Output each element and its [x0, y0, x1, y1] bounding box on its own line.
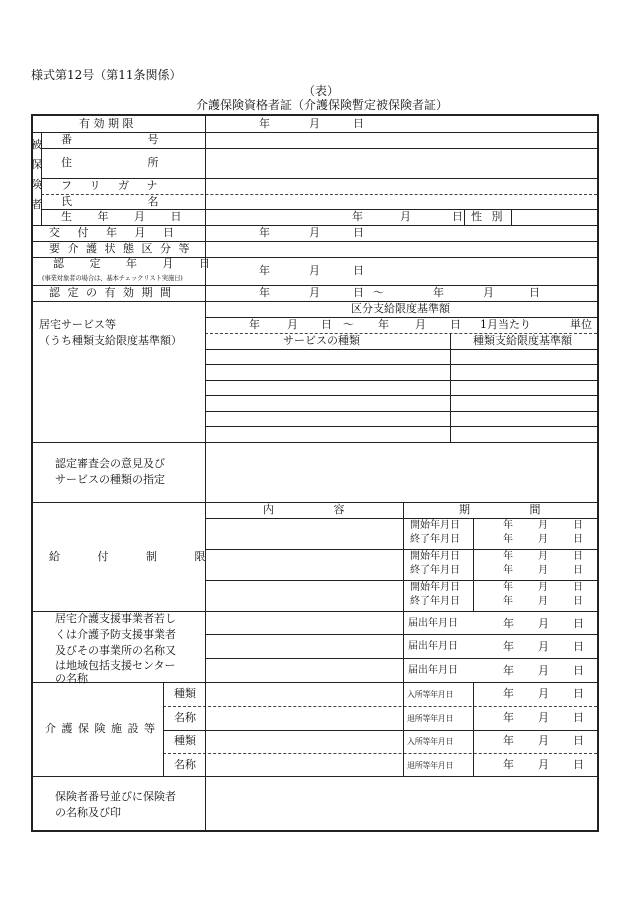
todokede-3: 届出年月日 [408, 665, 458, 676]
label-shurui-shikyu: 種類支給限度基準額 [473, 334, 572, 347]
date-y-2: 年 [503, 551, 513, 562]
birth-day: 日 [452, 210, 463, 223]
nintei-yuko-tilde: ～ [373, 286, 384, 299]
date-d-5: 日 [573, 596, 583, 607]
date-y-10: 年 [503, 711, 514, 724]
date-y-11: 年 [503, 734, 514, 747]
date-m-2: 月 [538, 551, 548, 562]
hokensha-line2: の名称及び印 [55, 806, 121, 819]
kubun-tilde: ～ [343, 318, 354, 331]
date-m-7: 月 [538, 640, 549, 653]
date-m-5: 月 [538, 596, 548, 607]
date-y-0: 年 [503, 520, 513, 531]
form-number: 様式第12号（第11条関係） [31, 68, 182, 82]
kubun-d1: 日 [321, 318, 332, 331]
date-d-11: 日 [573, 734, 584, 747]
nintei-yuko-d1: 日 [353, 286, 364, 299]
date-m-8: 月 [538, 664, 549, 677]
birth-month: 月 [400, 210, 411, 223]
shuryo-3: 終了年月日 [410, 596, 460, 607]
label-kyufu-seigen: 給 付 制 限 [49, 550, 206, 563]
label-tani: 単位 [570, 318, 592, 331]
kubun-y1: 年 [249, 318, 260, 331]
label-nintei-yuko: 認 定 の 有 効 期 間 [49, 286, 171, 299]
hihokensha-char-4: 者 [31, 198, 42, 211]
hihokensha-char-2: 保 [31, 158, 42, 171]
date-d-6: 日 [573, 617, 584, 630]
nintei-month: 月 [309, 264, 320, 277]
nintei-yuko-y2: 年 [433, 286, 444, 299]
shien-line4: は地域包括支援センター [55, 659, 176, 672]
date-d-12: 日 [573, 758, 584, 771]
nintei-day: 日 [353, 264, 364, 277]
date-m-0: 月 [538, 520, 548, 531]
date-d-0: 日 [573, 520, 583, 531]
nintei-year: 年 [259, 264, 270, 277]
date-y-5: 年 [503, 596, 513, 607]
nintei-yuko-m1: 月 [309, 286, 320, 299]
label-nintei: 認 定 年 月 日 [53, 257, 210, 270]
kubun-d2: 日 [450, 318, 461, 331]
date-y-8: 年 [503, 664, 514, 677]
date-m-9: 月 [538, 687, 549, 700]
kaishi-1: 開始年月日 [410, 520, 460, 531]
date-m-11: 月 [538, 734, 549, 747]
kofu-month: 月 [309, 226, 320, 239]
shien-line2: くは介護予防支援事業者 [55, 628, 176, 641]
hihokensha-char-1: 被 [31, 138, 42, 151]
label-uchi-shurui: （うち種類支給限度基準額） [39, 334, 182, 347]
label-seinengappi: 生 年 月 日 [61, 210, 182, 223]
yuko-kigen-day: 日 [353, 117, 364, 130]
birth-year: 年 [352, 210, 363, 223]
date-d-8: 日 [573, 664, 584, 677]
date-d-4: 日 [573, 582, 583, 593]
label-jusho: 住 所 [61, 156, 159, 169]
label-kikan: 期 間 [459, 503, 541, 516]
label-yokaigo: 要 介 護 状 態 区 分 等 [49, 242, 190, 255]
nintei-note: (事業対象者の場合は、基本チェックリスト実施日) [42, 274, 183, 282]
label-seibetsu: 性 別 [471, 210, 503, 223]
shuryo-2: 終了年月日 [410, 565, 460, 576]
hokensha-line1: 保険者番号並びに保険者 [55, 790, 176, 803]
shinsakai-line1: 認定審査会の意見及び [55, 457, 165, 470]
label-shurui-1: 種類 [174, 687, 196, 700]
label-per-month: 1月当たり [480, 318, 531, 331]
shien-line1: 居宅介護支援事業者若し [55, 612, 176, 625]
nyusho-2: 入所等年月日 [407, 737, 454, 746]
date-d-7: 日 [573, 640, 584, 653]
label-bango: 番 号 [61, 133, 159, 146]
todokede-2: 届出年月日 [408, 641, 458, 652]
label-shurui-2: 種類 [174, 734, 196, 747]
todokede-1: 届出年月日 [408, 618, 458, 629]
date-d-10: 日 [573, 711, 584, 724]
kubun-y2: 年 [378, 318, 389, 331]
certificate-form [31, 114, 599, 832]
date-y-3: 年 [503, 565, 513, 576]
label-shisetsu: 介 護 保 険 施 設 等 [45, 722, 155, 735]
date-d-2: 日 [573, 551, 583, 562]
taisho-2: 退所等年月日 [407, 761, 454, 770]
date-m-1: 月 [538, 534, 548, 545]
date-d-9: 日 [573, 687, 584, 700]
taisho-1: 退所等年月日 [407, 714, 454, 723]
date-d-3: 日 [573, 565, 583, 576]
label-service-shurui: サービスの種類 [283, 334, 360, 347]
date-m-6: 月 [538, 617, 549, 630]
kubun-m2: 月 [415, 318, 426, 331]
date-y-9: 年 [503, 687, 514, 700]
date-m-12: 月 [538, 758, 549, 771]
date-y-1: 年 [503, 534, 513, 545]
date-m-4: 月 [538, 582, 548, 593]
hihokensha-char-3: 険 [31, 178, 42, 191]
label-kyotaku-service: 居宅サービス等 [39, 318, 116, 331]
nintei-yuko-m2: 月 [483, 286, 494, 299]
kofu-year: 年 [259, 226, 270, 239]
shuryo-1: 終了年月日 [410, 534, 460, 545]
kofu-day: 日 [353, 226, 364, 239]
kaishi-3: 開始年月日 [410, 582, 460, 593]
label-kubun-shikyu: 区分支給限度基準額 [351, 302, 450, 315]
label-yuko-kigen: 有 効 期 限 [79, 117, 134, 130]
label-meisho-2: 名称 [174, 758, 196, 771]
form-title: 介護保険資格者証（介護保険暫定被保険者証） [196, 98, 449, 112]
shinsakai-line2: サービスの種類の指定 [55, 473, 165, 486]
label-meisho-1: 名称 [174, 711, 196, 724]
date-y-4: 年 [503, 582, 513, 593]
nyusho-1: 入所等年月日 [407, 690, 454, 699]
label-naiyo: 内 容 [263, 503, 345, 516]
date-m-3: 月 [538, 565, 548, 576]
label-shimei: 氏 名 [61, 195, 159, 208]
kubun-m1: 月 [287, 318, 298, 331]
yuko-kigen-month: 月 [309, 117, 320, 130]
yuko-kigen-year: 年 [259, 117, 270, 130]
kaishi-2: 開始年月日 [410, 551, 460, 562]
date-m-10: 月 [538, 711, 549, 724]
shien-line5: の名称 [55, 672, 88, 685]
nintei-yuko-y1: 年 [259, 286, 270, 299]
label-furigana: フ リ ガ ナ [61, 179, 158, 192]
date-y-7: 年 [503, 640, 514, 653]
nintei-yuko-d2: 日 [529, 286, 540, 299]
date-y-12: 年 [503, 758, 514, 771]
date-d-1: 日 [573, 534, 583, 545]
date-y-6: 年 [503, 617, 514, 630]
shien-line3: 及びその事業所の名称又 [55, 644, 176, 657]
label-kofu: 交 付 年 月 日 [49, 226, 174, 239]
side-label: （表） [303, 84, 340, 98]
